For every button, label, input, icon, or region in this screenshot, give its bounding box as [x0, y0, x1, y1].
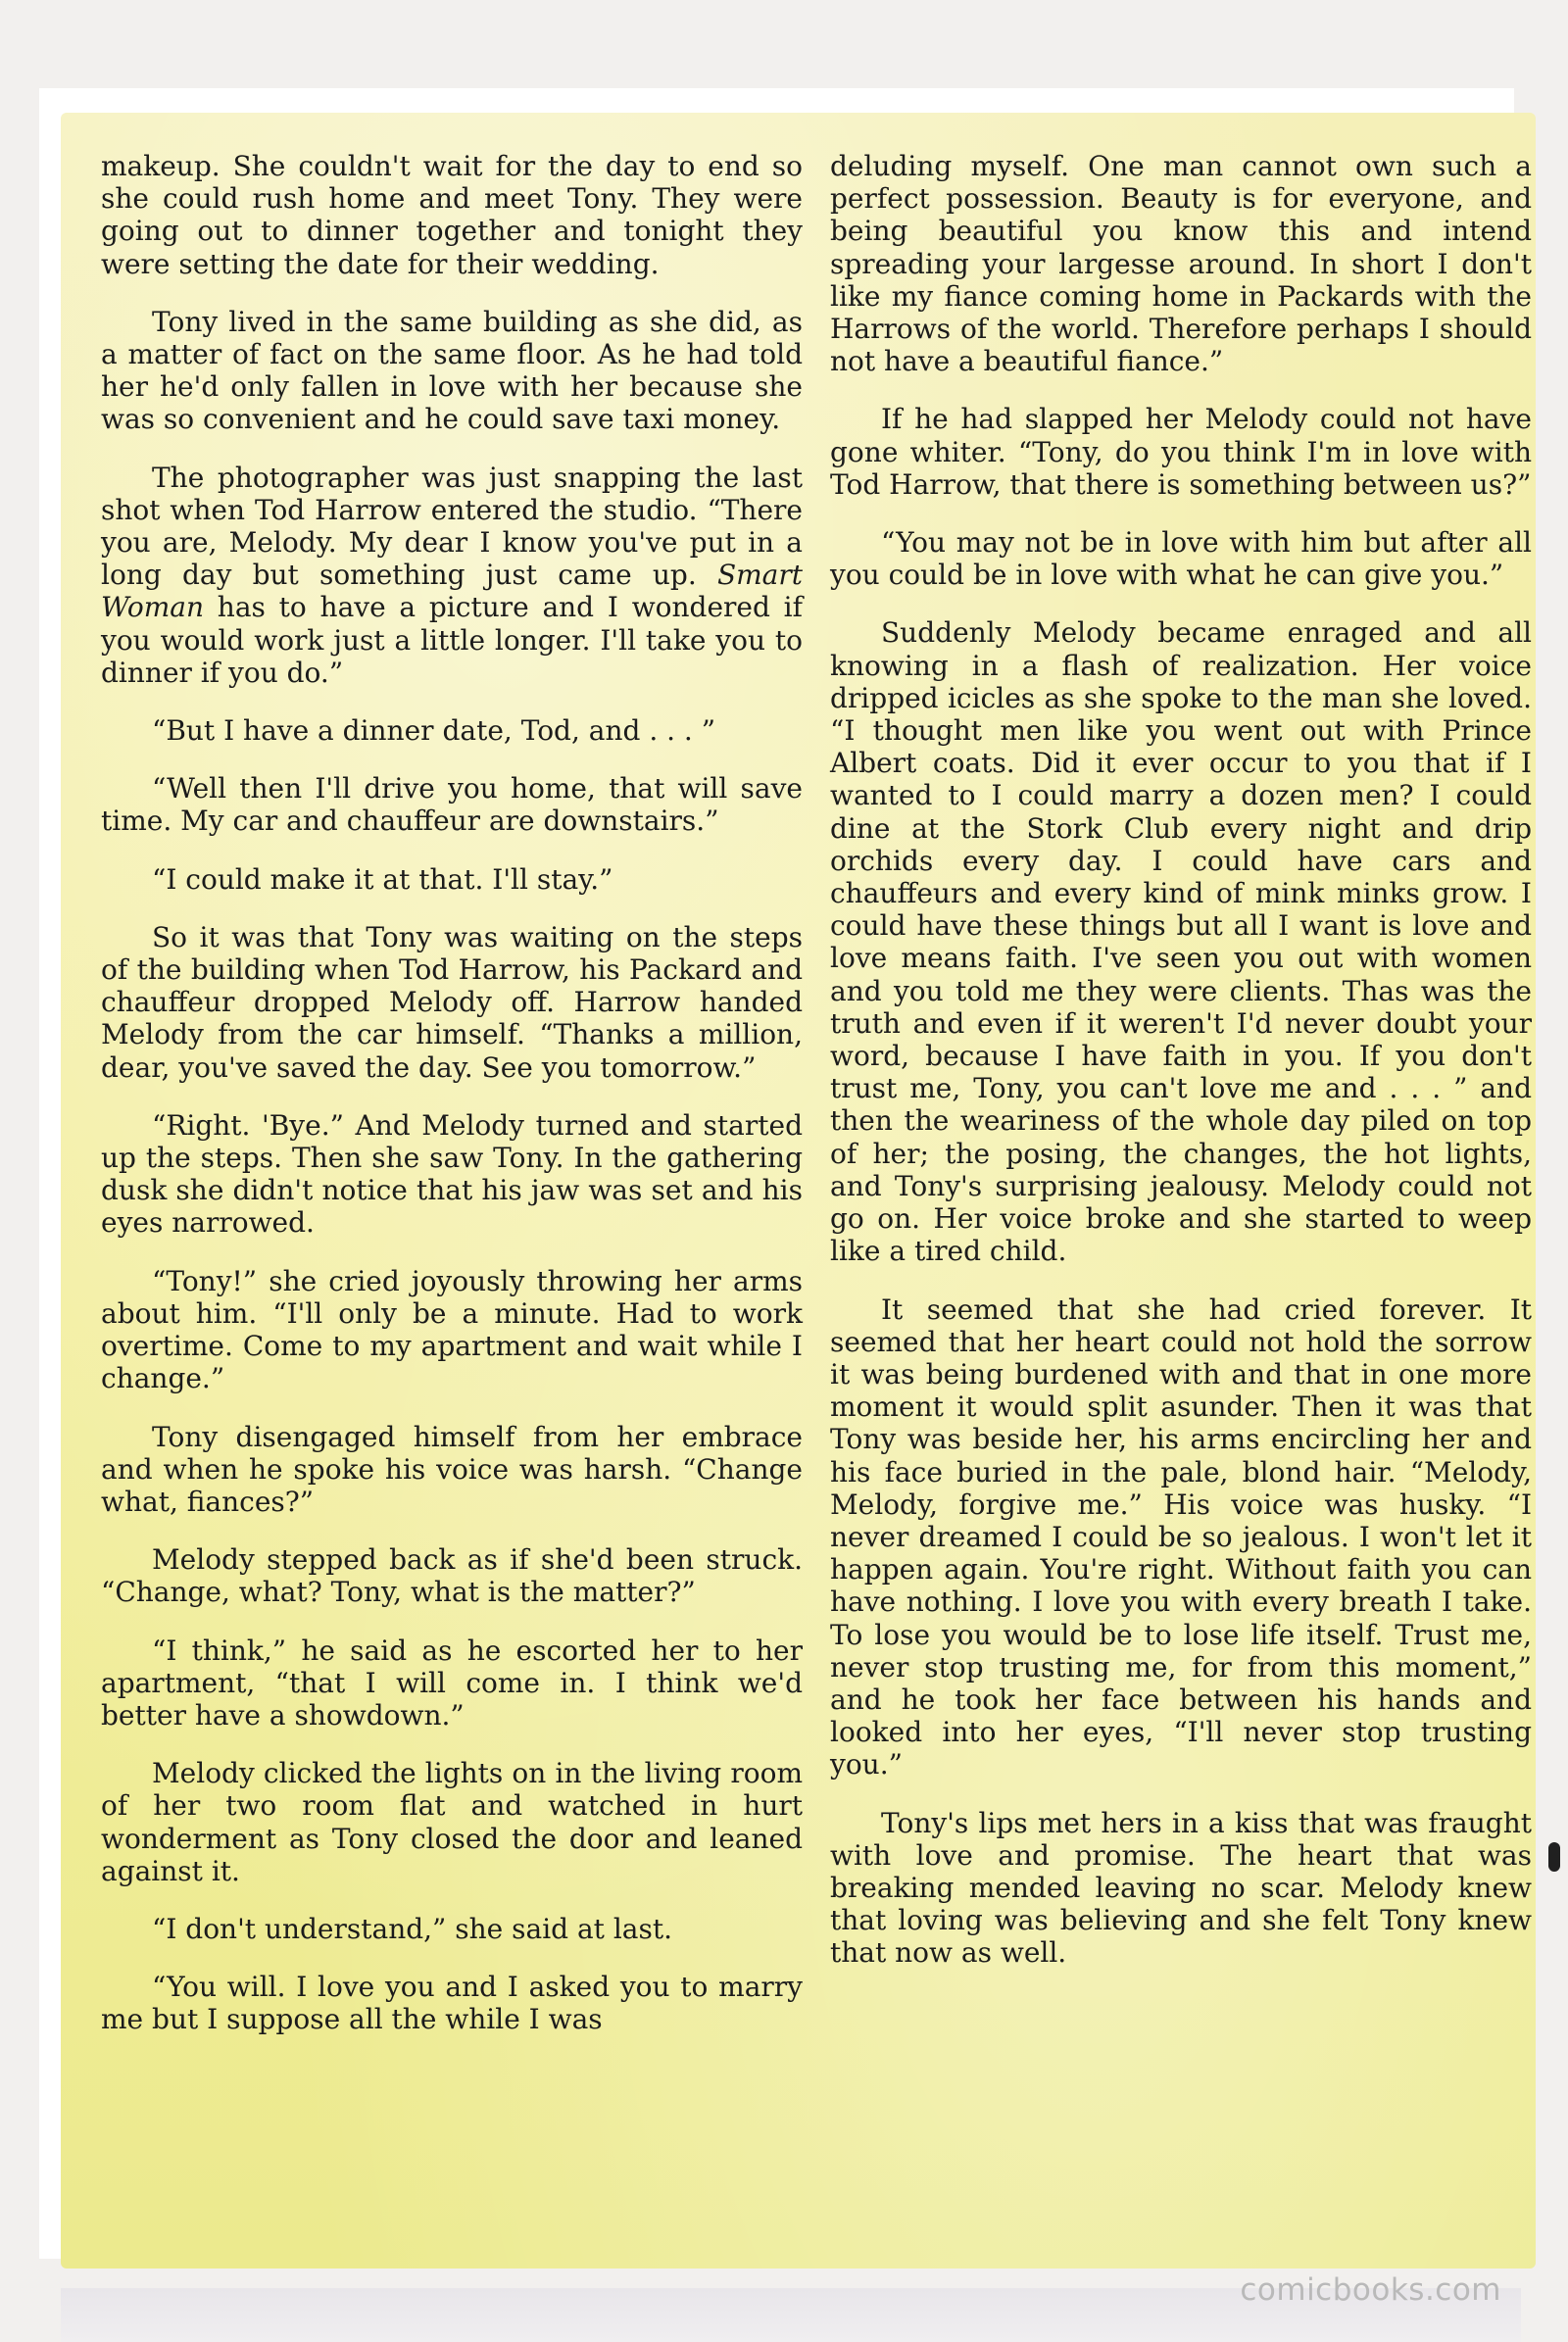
paragraph: Tony lived in the same building as she did, as a matter of fact on the same floor. As he had told her he'd only fallen in love with her because she was so convenient and he could save taxi money.: [101, 305, 803, 436]
paragraph: Tony's lips met hers in a kiss that was fraught with love and promise. The heart that was breaking mended leaving no scar. Melody knew that loving was believing and she felt Tony knew that now as well.: [830, 1806, 1532, 1970]
paragraph: “But I have a dinner date, Tod, and . . . ”: [152, 714, 716, 748]
paragraph: “I think,” he said as he escorted her to her apartment, “that I will come in. I think we'd better have a showdown.”: [101, 1634, 803, 1732]
paragraph-text: The photographer was just snapping the last shot when Tod Harrow entered the studio. “There you are, Melody. My dear I know you've put in a long day but something just came up.: [101, 461, 803, 592]
story-text-panel: [61, 113, 1536, 2269]
paragraph: [101, 462, 803, 689]
paragraph: “I could make it at that. I'll stay.”: [152, 862, 613, 896]
paragraph: “You will. I love you and I asked you to marry me but I suppose all the while I was: [101, 1971, 803, 2036]
comic-page: [39, 88, 1532, 2259]
paragraph: It seemed that she had cried forever. It seemed that her heart could not hold the sorrow it was being burdened with and that in one more moment it would split asunder. Then it was that Tony was beside her, his arms encircling her and his face buried in the pale, blond hair. “Melody, Melody, forgive me.” His voice was husky. “I never dreamed I could be so jealous. I won't let it happen again. You're right. Without faith you can have nothing. I love you with every breath I take. To lose you would be to lose life itself. Trust me, never stop trusting me, for from this moment,” and he took her face between his hands and looked into her eyes, “I'll never stop trusting you.”: [830, 1293, 1532, 1781]
paragraph: If he had slapped her Melody could not have gone whiter. “Tony, do you think I'm in love with Tod Harrow, that there is something between us?”: [830, 403, 1532, 501]
left-text-column: [101, 150, 803, 2062]
paragraph: “Well then I'll drive you home, that will save time. My car and chauffeur are downstairs.”: [101, 772, 803, 838]
paragraph: “You may not be in love with him but after all you could be in love with what he can give you.”: [830, 526, 1532, 592]
paragraph: Melody stepped back as if she'd been struck. “Change, what? Tony, what is the matter?”: [101, 1543, 803, 1609]
paragraph-text: has to have a picture and I wondered if you would work just a little longer. I'll take you to dinner if you do.”: [101, 591, 804, 689]
paragraph: deluding myself. One man cannot own such a perfect possession. Beauty is for everyone, and being beautiful you know this and intend spreading your largesse around. In short I don't like my fiance coming home in Packards with the Harrows of the world. Therefore perhaps I should not have a beautiful fiance.”: [830, 150, 1532, 378]
right-text-column: [830, 150, 1532, 1995]
paragraph: So it was that Tony was waiting on the steps of the building when Tod Harrow, his Packard and chauffeur dropped Melody off. Harrow handed Melody from the car himself. “Thanks a million, dear, you've saved the day. See you tomorrow.”: [101, 920, 803, 1084]
paragraph: Tony disengaged himself from her embrace and when he spoke his voice was harsh. “Change what, fiances?”: [101, 1420, 803, 1518]
paragraph: “I don't understand,” she said at last.: [152, 1912, 673, 1945]
magazine-title: Smart Woman: [101, 559, 803, 624]
site-watermark: comicbooks.com: [1240, 2272, 1501, 2308]
paragraph: makeup. She couldn't wait for the day to end so she could rush home and meet Tony. They were going out to dinner together and tonight they were setting the date for their wedding.: [101, 150, 803, 280]
paragraph: Melody clicked the lights on in the living room of her two room flat and watched in hurt wonderment as Tony closed the door and leaned against it.: [101, 1757, 803, 1887]
paragraph: “Right. 'Bye.” And Melody turned and started up the steps. Then she saw Tony. In the gathering dusk she didn't notice that his jaw was set and his eyes narrowed.: [101, 1108, 803, 1240]
paragraph: “Tony!” she cried joyously throwing her arms about him. “I'll only be a minute. Had to work overtime. Come to my apartment and wait while I change.”: [101, 1264, 803, 1395]
paragraph: Suddenly Melody became enraged and all knowing in a flash of realization. Her voice dripped icicles as she spoke to the man she loved. “I thought men like you went out with Prince Albert coats. Did it ever occur to you that if I wanted to I could marry a dozen men? I could dine at the Stork Club every night and drip orchids every day. I could have cars and chauffeurs and every kind of mink minks grow. I could have these things but all I want is love and love means faith. I've seen you out with women and you told me they were clients. Thas was the truth and even if it weren't I'd never doubt your word, because I have faith in you. If you don't trust me, Tony, you can't love me and . . . ” and then the weariness of the whole day piled on top of her; the posing, the changes, the hot lights, and Tony's surprising jealousy. Melody could not go on. Her voice broke and she started to weep like a tired child.: [830, 616, 1532, 1268]
page-edge-mark: [1548, 1842, 1560, 1872]
